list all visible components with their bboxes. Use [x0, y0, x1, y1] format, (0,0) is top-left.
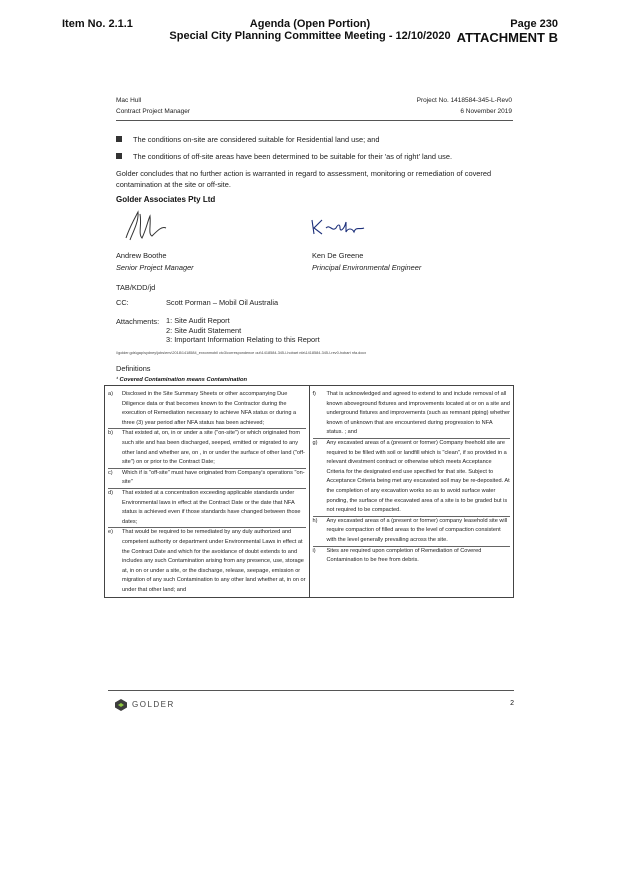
attachment-item: 3: Important Information Relating to this Report [166, 335, 320, 344]
definition-item [108, 468, 306, 488]
definition-label: d) [108, 489, 113, 496]
attachment-label: ATTACHMENT B [456, 30, 558, 45]
definition-text: Which if is "off-site" must have originated from Company's operations "on-site" [122, 469, 305, 486]
bullet-marker [116, 153, 122, 159]
recipient-name: Mac Hull [116, 97, 142, 104]
conclusion-paragraph: Golder concludes that no further action is warranted in regard to assessment, monitoring or remediation of covered contamination at the site or off-site. [116, 169, 492, 189]
attachment-item: 2: Site Audit Statement [166, 325, 242, 335]
agenda-line-1: Agenda (Open Portion) [249, 18, 371, 30]
cc-label: CC: [116, 298, 129, 307]
definition-text: Any excavated areas of a (present or former) Company freehold site are required to be filled with soil or landfill which is "clean", if so provided in a relevant divestment contract or otherwise which meets Acceptance Criteria for the designated end use specified for that site. Subject to Acceptance Criteria being met any excavated soil may be re-deposited. At the completion of any excavation works so as to avoid surface water ponding, the surface of the excavated area of a site is to be graded but is not required to be compacted. [326, 439, 510, 514]
definition-label: c) [108, 469, 113, 476]
agenda-line-2: Special City Planning Committee Meeting - 12/10/2020 [169, 30, 451, 42]
project-block [360, 95, 512, 117]
footer-page-number: 2 [510, 700, 514, 707]
definition-item [313, 516, 511, 546]
definition-text: That existed at a concentration exceeding applicable standards under Environmental laws in effect at the Contract Date or the date that NFA status is achieved even if those standards have changed between those dates; [122, 489, 301, 525]
definition-text: That existed at, on, in or under a site ("on-site") or which originated from such site and has been discharged, seeped, emitted or migrated to any other land and whether are, on , in or under the surface of other land ("off-site") on or prior to the Contract Date; [122, 430, 305, 466]
signatory-name: Ken De Greene [312, 251, 364, 260]
project-number: Project No. 1418584-345-L-Rev0 [416, 97, 512, 104]
bullet-text-1: The conditions on-site are considered suitable for Residential land use; and [133, 135, 380, 144]
letter-date: 6 November 2019 [460, 108, 512, 115]
definition-item [313, 390, 511, 438]
bullet-marker [116, 136, 122, 142]
attachment-item: 1: Site Audit Report [166, 316, 230, 325]
definition-text: Disclosed in the Site Summary Sheets or other accompanying Due Diligence data or that becomes known to the Contractor during the execution of Remediation necessary to achieve NFA status or during a three (3) year period after NFA status has been achieved; [122, 391, 297, 426]
definitions-left-column [105, 386, 310, 598]
definition-item [108, 390, 306, 428]
definition-label: g) [312, 439, 318, 446]
footer-divider [108, 690, 514, 691]
definition-text: Sites are required upon completion of Remediation of Covered Contamination to be free from debris. [326, 547, 482, 564]
definitions-table [104, 385, 514, 598]
definition-item [108, 428, 306, 467]
definition-item [313, 546, 511, 566]
definition-item [108, 488, 306, 527]
definitions-right-column [309, 386, 514, 598]
definition-text: That would be required to be remediated by any duly authorized and competent authority or department under Environmental Laws in effect at the Contract Date and which for the avoidance of doubt extends to and includes any such Contamination arising from any presence, use, storage at, in on or under a site, or the discharge, release, seepage, emission or migration of any such Contamination to any other land whether at, in on or under that other land; and [122, 529, 306, 593]
definition-item [313, 438, 511, 516]
signatory-title: Senior Project Manager [116, 263, 194, 272]
definition-text: That is acknowledged and agreed to extend to and include removal of all known aboveground fixtures and improvements located at or on a site and underground fixtures and improvements (such as remnant piping) whether known of unknown that are encountered during progression to NFA status. ; and [326, 391, 510, 436]
attachments-list [166, 316, 320, 345]
definitions-heading: Definitions [116, 364, 151, 373]
page-number-label: Page 230 [510, 18, 558, 30]
recipient-block [116, 95, 190, 117]
definition-label: f) [312, 391, 316, 397]
signatory-2 [312, 250, 421, 274]
definition-label: e) [108, 529, 113, 536]
bullet-text-2: The conditions of off-site areas have been determined to be suitable for their 'as of right' land use. [133, 152, 453, 161]
definitions-subheading: ¹ Covered Contamination means Contamination [116, 377, 248, 383]
definition-label: h) [312, 517, 318, 524]
signature-ken-de-greene [308, 214, 368, 240]
attachments-label: Attachments: [116, 317, 160, 326]
golder-logo-text: GOLDER [132, 700, 175, 709]
definition-item [108, 527, 306, 595]
signatory-name: Andrew Boothe [116, 251, 167, 260]
definition-label: a) [108, 391, 113, 397]
golder-logo-icon [114, 698, 128, 712]
recipient-title: Contract Project Manager [116, 108, 191, 115]
signatory-1 [116, 250, 194, 274]
definition-label: i) [312, 547, 316, 554]
signatory-title: Principal Environmental Engineer [312, 263, 422, 272]
file-path: \\golder.gds\gap\sydney\jobs\env\2018\1418584_exxonmobil ctc3\correspondence out\1418584-345-l-hobart nfa\1418584-345-l-rev0-hobart nfa.docx [116, 351, 367, 355]
company-name: Golder Associates Pty Ltd [116, 195, 216, 204]
signature-andrew-boothe [118, 208, 178, 244]
definition-text: Any excavated areas of a (present or former) company leasehold site will require compaction of filled areas to the level of compaction consistent with the level generally prevailing across the site. [326, 517, 508, 543]
reference-initials: TAB/KDD/jd [116, 283, 156, 292]
cc-value: Scott Porman – Mobil Oil Australia [166, 298, 279, 307]
agenda-heading [160, 18, 460, 42]
header-divider [116, 120, 513, 121]
item-number: Item No. 2.1.1 [62, 18, 133, 30]
definition-label: b) [108, 430, 113, 437]
